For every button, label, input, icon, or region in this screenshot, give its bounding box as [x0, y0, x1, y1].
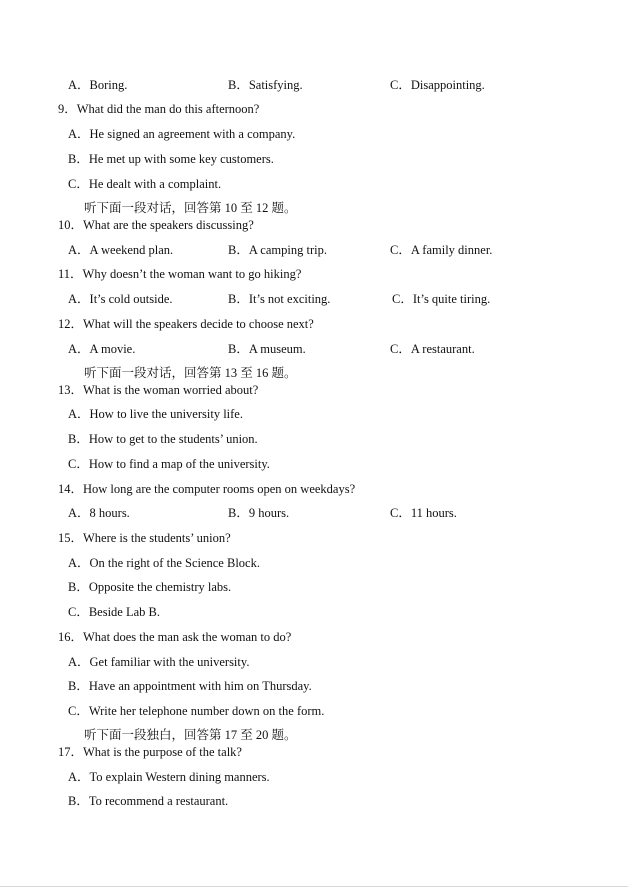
option-8a: A．Boring. [68, 78, 128, 92]
option-15c: C．Beside Lab B. [68, 605, 161, 619]
option-11c: C．It’s quite tiring. [392, 292, 491, 306]
option-14b: B．9 hours. [228, 506, 290, 520]
option-12a: A．A movie. [68, 342, 136, 356]
question-17: 17．What is the purpose of the talk? [58, 745, 242, 759]
option-10a: A．A weekend plan. [68, 243, 174, 257]
option-15b: B．Opposite the chemistry labs. [68, 580, 232, 594]
section-note-10-12: 听下面一段对话，回答第 10 至 12 题。 [84, 201, 297, 215]
option-14c: C．11 hours. [390, 506, 457, 520]
option-8b: B．Satisfying. [228, 78, 303, 92]
question-11: 11．Why doesn’t the woman want to go hiking? [58, 267, 302, 281]
page-bottom-divider [0, 886, 628, 887]
option-8c: C．Disappointing. [390, 78, 485, 92]
option-11a: A．It’s cold outside. [68, 292, 173, 306]
option-13c: C．How to find a map of the university. [68, 457, 270, 471]
option-14a: A．8 hours. [68, 506, 130, 520]
option-11b: B．It’s not exciting. [228, 292, 331, 306]
option-16a: A．Get familiar with the university. [68, 655, 250, 669]
section-note-17-20: 听下面一段独白，回答第 17 至 20 题。 [84, 728, 297, 742]
question-14: 14．How long are the computer rooms open on weekdays? [58, 482, 356, 496]
option-9a: A．He signed an agreement with a company. [68, 127, 296, 141]
question-15: 15．Where is the students’ union? [58, 531, 231, 545]
option-9b: B．He met up with some key customers. [68, 152, 274, 166]
option-12b: B．A museum. [228, 342, 306, 356]
section-note-13-16: 听下面一段对话，回答第 13 至 16 题。 [84, 366, 297, 380]
option-16b: B．Have an appointment with him on Thursday. [68, 679, 312, 693]
option-17b: B．To recommend a restaurant. [68, 794, 229, 808]
option-10b: B．A camping trip. [228, 243, 327, 257]
option-13a: A．How to live the university life. [68, 407, 243, 421]
question-13: 13．What is the woman worried about? [58, 383, 259, 397]
option-10c: C．A family dinner. [390, 243, 493, 257]
question-9: 9．What did the man do this afternoon? [58, 102, 260, 116]
option-16c: C．Write her telephone number down on the form. [68, 704, 325, 718]
option-17a: A．To explain Western dining manners. [68, 770, 270, 784]
question-12: 12．What will the speakers decide to choose next? [58, 317, 314, 331]
option-9c: C．He dealt with a complaint. [68, 177, 222, 191]
question-10: 10．What are the speakers discussing? [58, 218, 254, 232]
option-12c: C．A restaurant. [390, 342, 475, 356]
option-15a: A．On the right of the Science Block. [68, 556, 260, 570]
option-13b: B．How to get to the students’ union. [68, 432, 258, 446]
question-16: 16．What does the man ask the woman to do? [58, 630, 292, 644]
